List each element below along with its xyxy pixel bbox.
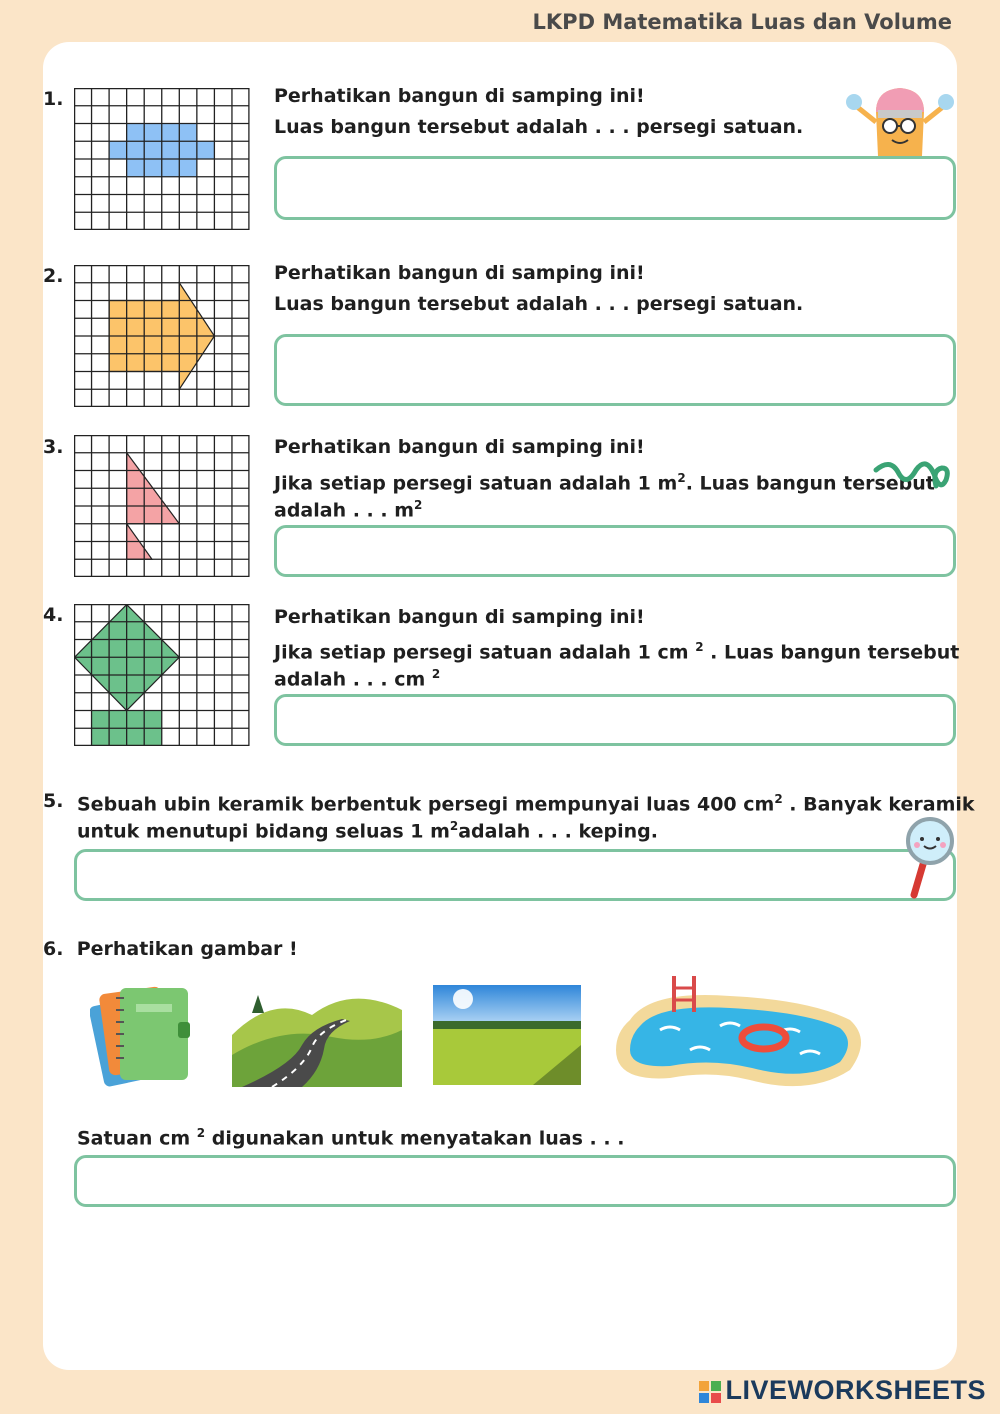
q4-instruction: Perhatikan bangun di samping ini! (274, 606, 645, 628)
worksheet-title: LKPD Matematika Luas dan Volume (532, 10, 952, 34)
squiggle-decoration-icon (872, 458, 952, 498)
q1-instruction: Perhatikan bangun di samping ini! (274, 85, 645, 107)
q3-grid-figure (74, 435, 251, 577)
rice-field-image (433, 985, 581, 1085)
q2-instruction: Perhatikan bangun di samping ini! (274, 262, 645, 284)
q1-grid-figure (74, 88, 251, 230)
q4-question-line2: adalah . . . cm $^2$ (274, 667, 441, 691)
q4-number: 4. (43, 604, 64, 626)
q4-question-line1: Jika setiap persegi satuan adalah 1 cm $^2$ . Luas bangun tersebut (274, 640, 960, 664)
q5-number: 5. (43, 790, 64, 812)
q3-answer-input[interactable] (274, 525, 956, 577)
q1-question: Luas bangun tersebut adalah . . . persegi satuan. (274, 116, 804, 138)
magnifier-mascot-icon (900, 815, 956, 899)
brand-text: LIVEWORKSHEETS (725, 1375, 986, 1405)
q5-question-line2: untuk menutupi bidang seluas 1 $m^2adalah$ . . . keping. (77, 819, 658, 843)
q6-title-line: 6. Perhatikan gambar ! (43, 938, 298, 960)
books-image (90, 970, 195, 1088)
q3-question-line1: Jika setiap persegi satuan adalah 1 $m^2$. Luas bangun tersebut (274, 471, 935, 495)
q3-instruction: Perhatikan bangun di samping ini! (274, 436, 645, 458)
q2-answer-input[interactable] (274, 334, 956, 406)
q5-answer-input[interactable] (74, 849, 956, 901)
q6-answer-input[interactable] (74, 1155, 956, 1207)
liveworksheets-brand (699, 1375, 986, 1406)
q4-grid-figure (74, 604, 251, 746)
swimming-pool-image (610, 970, 868, 1098)
q3-number: 3. (43, 436, 64, 458)
q6-question: Satuan cm $^2$ digunakan untuk menyatakan luas . . . (77, 1126, 625, 1150)
pencil-mascot-icon (842, 82, 958, 156)
q2-grid-figure (74, 265, 251, 407)
road-image (232, 975, 402, 1087)
q5-question-line1: Sebuah ubin keramik berbentuk persegi mempunyai luas 400 $cm^2$ . Banyak keramik (77, 792, 975, 816)
q2-question: Luas bangun tersebut adalah . . . persegi satuan. (274, 293, 804, 315)
q4-answer-input[interactable] (274, 694, 956, 746)
q1-answer-input[interactable] (274, 156, 956, 220)
q2-number: 2. (43, 265, 64, 287)
q3-question-line2: adalah . . . $m^2$ (274, 498, 423, 522)
q1-number: 1. (43, 88, 64, 110)
liveworksheets-logo-icon (699, 1381, 721, 1403)
